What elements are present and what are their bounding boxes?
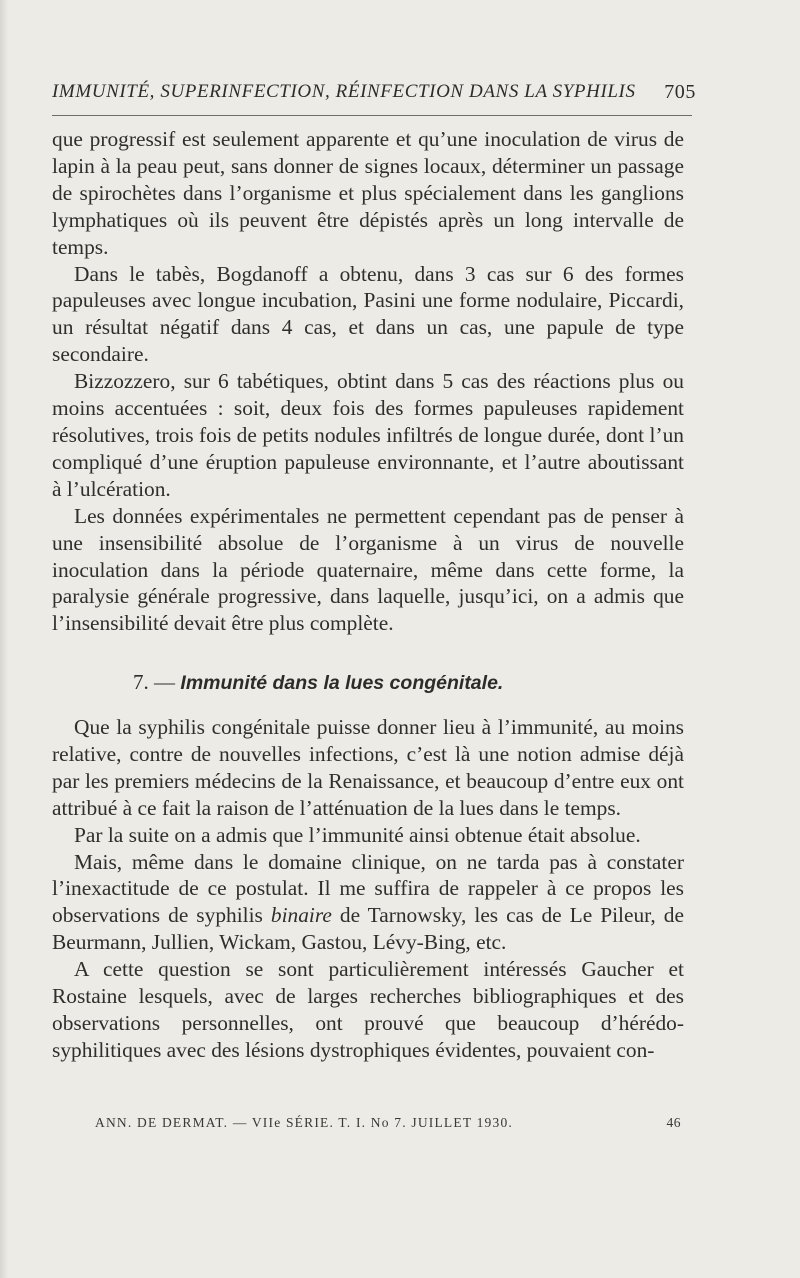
emphasis-binaire: binaire bbox=[270, 903, 332, 928]
text-block-1 bbox=[52, 126, 684, 637]
paragraph-continued: que progressif est seulement apparente et qu’une inoculation de virus de lapin à la peau peut, sans donner de signes locaux, déterminer un passage de spirochètes dans l’organisme et plus spécialement dans les ganglions lymphatiques où ils peuvent être dépistés après un long intervalle de temps. bbox=[52, 127, 684, 259]
page-edge-shadow bbox=[0, 0, 8, 1278]
section-number: 7. — bbox=[133, 670, 175, 694]
paragraph-absolue: Par la suite on a admis que l’immunité ainsi obtenue était absolue. bbox=[74, 822, 641, 847]
paragraph-congenitale: Que la syphilis congénitale puisse donner lieu à l’immunité, au moins relative, contre de nouvelles infections, c’est là une notion admise déjà par les premiers médecins de la Renaissance, et beaucoup d’entre eux ont attribué à ce fait la raison de l’atténuation de la lues dans le temps. bbox=[52, 715, 684, 820]
signature-mark: 46 bbox=[666, 1115, 681, 1130]
paragraph-gaucher: A cette question se sont particulièrement intéressés Gaucher et Rostaine lesquels, avec de larges recherches bibliographiques et des observations personnelles, ont prouvé que beaucoup d’hérédo-syphilitiques avec des lésions dystrophiques évidentes, pouvaient con- bbox=[52, 957, 684, 1062]
paragraph-donnees: Les données expérimentales ne permettent cependant pas de penser à une insensibilité absolue de l’organisme à un virus de nouvelle inoculation dans la période quaternaire, même dans cette forme, la paralysie générale progressive, dans laquelle, jusqu’ici, on a admis que l’insensibilité devait être plus complète. bbox=[52, 503, 684, 636]
section-title: Immunité dans la lues congénitale. bbox=[180, 672, 504, 694]
paragraph-clinique bbox=[52, 849, 684, 957]
text-block-2 bbox=[52, 714, 684, 1064]
clinique-text-b: de Tarnowsky, les cas de Le Pileur, de Beurmann, Jullien, Wickam, Gastou, Lévy-Bing, etc. bbox=[52, 903, 684, 955]
running-header bbox=[52, 81, 696, 109]
running-title: IMMUNITÉ, SUPERINFECTION, RÉINFECTION DANS LA SYPHILIS bbox=[52, 81, 636, 102]
section-heading bbox=[133, 670, 653, 695]
footer-citation: ANN. DE DERMAT. — VIIe SÉRIE. T. I. No 7. JUILLET 1930. bbox=[95, 1115, 513, 1130]
journal-footer bbox=[95, 1115, 681, 1131]
header-rule bbox=[52, 115, 692, 116]
paragraph-bizzozzero: Bizzozzero, sur 6 tabétiques, obtint dans 5 cas des réactions plus ou moins accentuées : soit, deux fois des formes papuleuses rapidement résolutives, trois fois de petits nodules infiltrés de longue durée, dont l’un compliqué d’une éruption papuleuse environnante, et l’autre aboutissant à l’ulcération. bbox=[52, 369, 684, 501]
clinique-text-a: Mais, même dans le domaine clinique, on ne tarda pas à constater l’inexactitude de ce postulat. Il me suffira de rappeler à ce propos les observations de syphilis bbox=[52, 849, 684, 928]
page-number: 705 bbox=[664, 81, 696, 103]
paragraph-tabes: Dans le tabès, Bogdanoff a obtenu, dans 3 cas sur 6 des formes papuleuses avec longue incubation, Pasini une forme nodulaire, Piccardi, un résultat négatif dans 4 cas, et dans un cas, une papule de type secondaire. bbox=[52, 261, 684, 367]
